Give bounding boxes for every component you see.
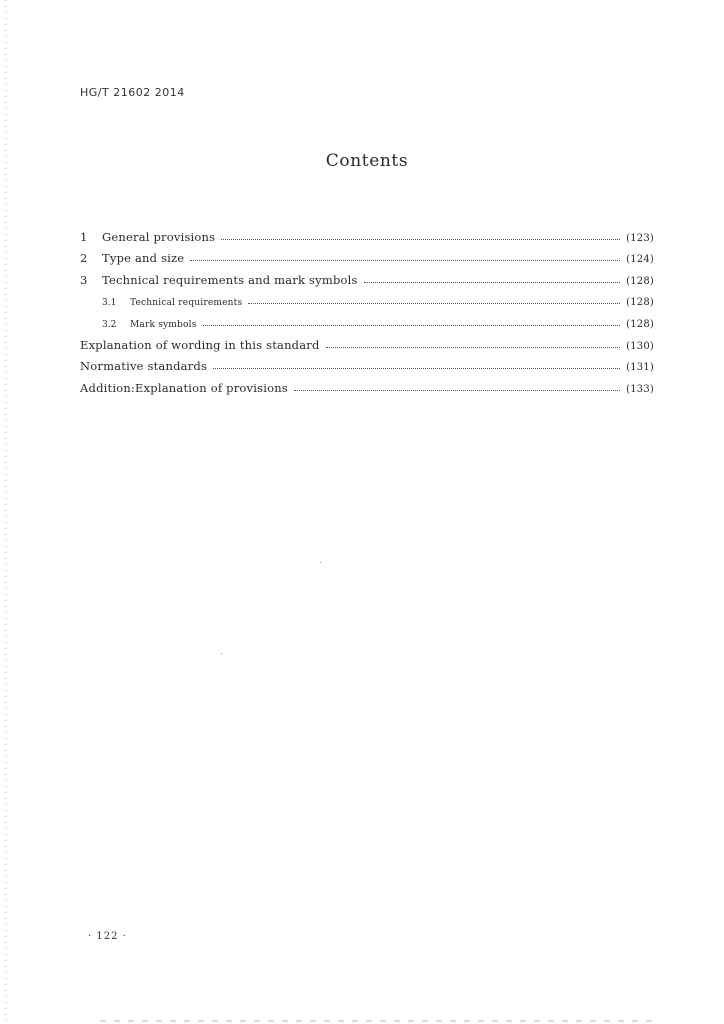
- scan-speck: [320, 562, 321, 563]
- toc-entry-title: Explanation of wording in this standard: [80, 337, 320, 352]
- page-number: · 122 ·: [88, 931, 127, 942]
- toc-entry-title: Addition:Explanation of provisions: [80, 380, 288, 395]
- toc-entry-title: Type and size: [102, 251, 185, 266]
- scan-edge-bottom: [100, 1020, 660, 1022]
- toc-entry-technical-requirements[interactable]: [80, 287, 654, 309]
- page-title: Contents: [325, 151, 409, 171]
- standard-code: HG/T 21602 2014: [80, 86, 185, 99]
- toc-entry-explanation-of-provisions[interactable]: [80, 373, 654, 395]
- scan-speck: [221, 653, 222, 654]
- toc-entry-page: (133): [626, 383, 654, 395]
- scan-edge-right: [719, 300, 721, 1000]
- toc-entry-number: 3.2: [102, 319, 117, 330]
- toc-entry-page: (123): [626, 232, 654, 244]
- toc-entry-explanation-of-wording[interactable]: [80, 330, 654, 352]
- toc-entry-title: Mark symbols: [130, 319, 197, 330]
- table-of-contents: [80, 222, 654, 395]
- toc-entry-page: (128): [626, 297, 654, 309]
- toc-entry-page: (128): [626, 275, 654, 287]
- toc-leader-dots: [326, 347, 621, 348]
- toc-leader-dots: [364, 282, 620, 283]
- toc-leader-dots: [190, 260, 620, 261]
- toc-entry-technical-requirements-and-mark-symbols[interactable]: [80, 265, 654, 287]
- toc-entry-title: Technical requirements and mark symbols: [102, 272, 358, 287]
- toc-entry-type-and-size[interactable]: [80, 244, 654, 266]
- toc-entry-normative-standards[interactable]: [80, 352, 654, 374]
- toc-entry-number: 3.1: [102, 298, 117, 309]
- toc-entry-page: (124): [626, 254, 654, 266]
- toc-entry-number: 1: [80, 229, 88, 244]
- toc-entry-title: Normative standards: [80, 359, 208, 374]
- toc-leader-dots: [294, 390, 620, 391]
- toc-entry-general-provisions[interactable]: [80, 222, 654, 244]
- toc-entry-page: (128): [626, 318, 654, 330]
- toc-entry-mark-symbols[interactable]: [80, 308, 654, 330]
- toc-leader-dots: [213, 368, 620, 369]
- toc-entry-number: 3: [80, 272, 88, 287]
- toc-leader-dots: [248, 303, 620, 304]
- toc-entry-number: 2: [80, 251, 88, 266]
- toc-entry-title: General provisions: [102, 229, 216, 244]
- toc-entry-page: (131): [626, 362, 654, 374]
- toc-entry-title: Technical requirements: [130, 298, 243, 309]
- toc-leader-dots: [221, 239, 620, 240]
- toc-leader-dots: [203, 325, 621, 326]
- toc-entry-page: (130): [626, 340, 654, 352]
